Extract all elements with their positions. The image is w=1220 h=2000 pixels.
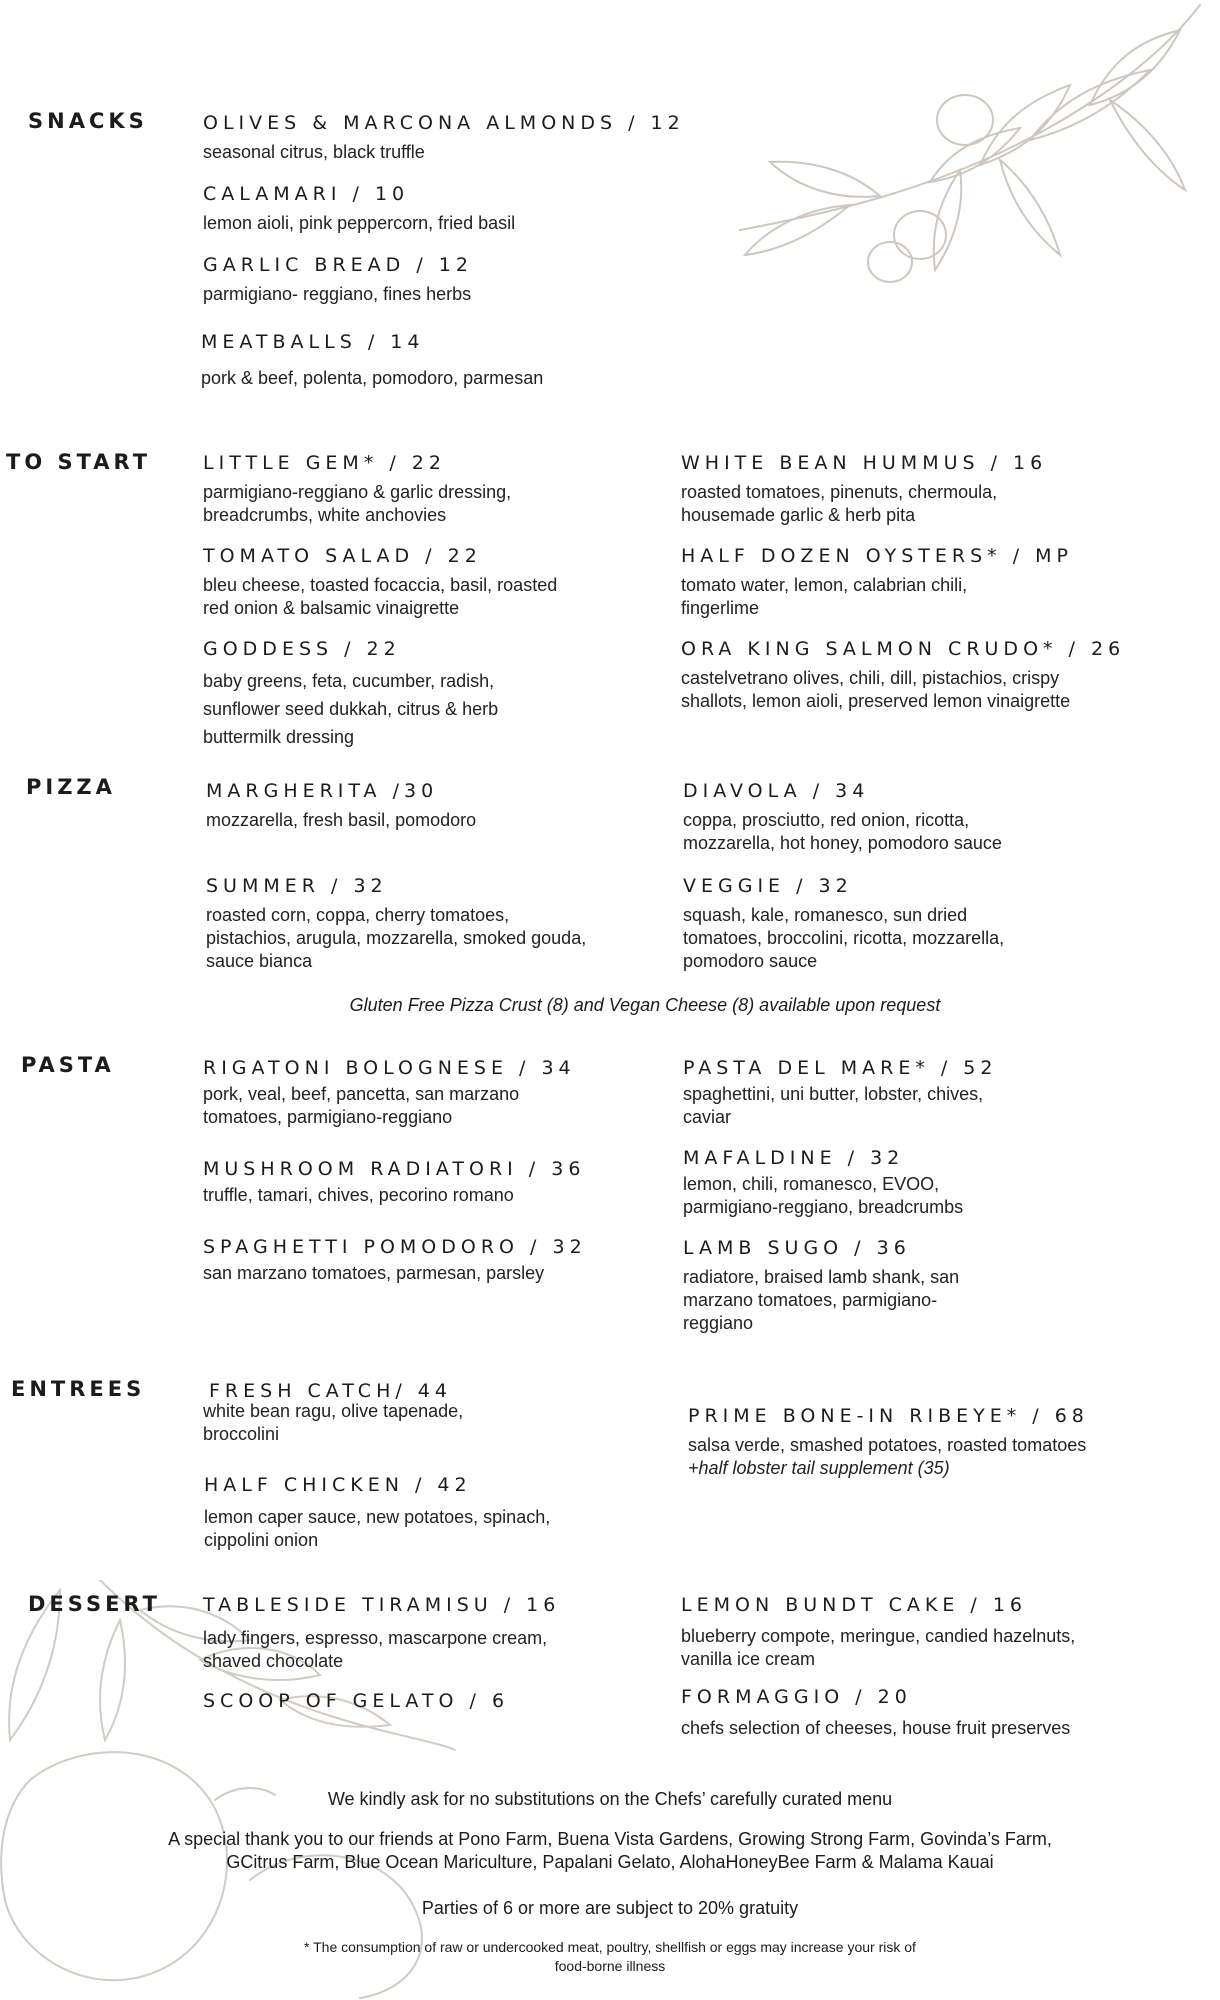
menu-item-title: DIAVOLA / 34 <box>683 780 870 802</box>
menu-item-title: MAFALDINE / 32 <box>683 1147 905 1169</box>
menu-item-desc: chefs selection of cheeses, house fruit preserves <box>681 1718 1071 1738</box>
menu-item <box>203 1156 585 1207</box>
disclaimer-note: * The consumption of raw or undercooked meat, poultry, shellfish or eggs may increase your risk of food-borne illness <box>304 1939 916 1974</box>
menu-item <box>683 1235 959 1335</box>
menu-item <box>203 1378 464 1446</box>
menu-item-title: MUSHROOM RADIATORI / 36 <box>203 1158 586 1180</box>
menu-item-desc: blueberry compote, meringue, candied hazelnuts, vanilla ice cream <box>681 1626 1076 1669</box>
menu-item-desc: bleu cheese, toasted focaccia, basil, roasted red onion & balsamic vinaigrette <box>203 575 558 618</box>
menu-item-title: LEMON BUNDT CAKE / 16 <box>681 1594 1028 1616</box>
menu-item-title: ORA KING SALMON CRUDO* / 26 <box>681 638 1126 660</box>
menu-item-desc: pork, veal, beef, pancetta, san marzano tomatoes, parmigiano-reggiano <box>203 1084 520 1127</box>
section-pasta: PASTA <box>21 1053 115 1077</box>
menu-item <box>203 450 511 527</box>
menu-item <box>683 1145 963 1219</box>
menu-item <box>681 1592 1075 1671</box>
menu-item-desc: mozzarella, fresh basil, pomodoro <box>206 810 477 830</box>
menu-item-title: MARGHERITA /30 <box>206 780 439 802</box>
menu-item <box>203 1592 560 1673</box>
menu-item-desc: seasonal citrus, black truffle <box>203 142 425 162</box>
menu-item-desc: white bean ragu, olive tapenade, broccolini <box>203 1401 464 1444</box>
menu-item <box>203 1055 576 1129</box>
menu-item-title: MEATBALLS / 14 <box>201 331 425 353</box>
menu-item-title: TOMATO SALAD / 22 <box>203 545 482 567</box>
menu-item <box>203 543 557 620</box>
section-pizza: PIZZA <box>26 775 116 799</box>
substitutions-note: We kindly ask for no substitutions on the Chefs’ carefully curated menu <box>327 1789 893 1809</box>
menu-item <box>206 873 586 973</box>
menu-item <box>203 1234 587 1285</box>
menu-item-title: PASTA DEL MARE* / 52 <box>683 1057 998 1079</box>
section-entrees: ENTREES <box>11 1377 146 1401</box>
menu-item-title: TABLESIDE TIRAMISU / 16 <box>203 1594 561 1616</box>
section-snacks: SNACKS <box>28 109 148 133</box>
menu-item-desc: pork & beef, polenta, pomodoro, parmesan <box>201 368 544 388</box>
menu-item-title: SUMMER / 32 <box>206 875 388 897</box>
menu-item-desc: salsa verde, smashed potatoes, roasted tomatoes <box>688 1435 1087 1455</box>
menu-item-title: FORMAGGIO / 20 <box>681 1686 912 1708</box>
menu-item <box>203 1688 509 1714</box>
menu-item-title: PRIME BONE-IN RIBEYE* / 68 <box>688 1405 1089 1427</box>
menu-item <box>203 181 515 235</box>
menu-item-desc: spaghettini, uni butter, lobster, chives, caviar <box>683 1084 984 1127</box>
menu-item-desc: roasted corn, coppa, cherry tomatoes, pistachios, arugula, mozzarella, smoked gouda, sauce bianca <box>206 905 587 971</box>
menu-item-title: LITTLE GEM* / 22 <box>203 452 446 474</box>
olive-branch-illustration <box>730 0 1210 320</box>
menu-item <box>681 543 1073 620</box>
menu-item-title: GODDESS / 22 <box>203 638 401 660</box>
menu-item-title: HALF DOZEN OYSTERS* / MP <box>681 545 1073 567</box>
menu-item-supplement: +half lobster tail supplement (35) <box>688 1458 950 1478</box>
menu-item-desc: squash, kale, romanesco, sun dried tomatoes, broccolini, ricotta, mozzarella, pomodoro sauce <box>683 905 1005 971</box>
menu-item <box>683 1055 997 1129</box>
gratuity-note: Parties of 6 or more are subject to 20% gratuity <box>421 1898 799 1918</box>
menu-item <box>204 1472 550 1552</box>
menu-item <box>203 636 498 751</box>
menu-item <box>688 1403 1089 1480</box>
menu-item-title: HALF CHICKEN / 42 <box>204 1474 472 1496</box>
menu-item <box>683 873 1004 973</box>
menu-item <box>681 1684 1070 1740</box>
menu-item-desc: roasted tomatoes, pinenuts, chermoula, housemade garlic & herb pita <box>681 482 998 525</box>
menu-item-desc: castelvetrano olives, chili, dill, pistachios, crispy shallots, lemon aioli, preserved lemon vinaigrette <box>681 668 1071 711</box>
menu-item-desc: parmigiano-reggiano & garlic dressing, breadcrumbs, white anchovies <box>203 482 512 525</box>
pizza-note: Gluten Free Pizza Crust (8) and Vegan Cheese (8) available upon request <box>349 995 941 1015</box>
menu-item-title: CALAMARI / 10 <box>203 183 410 205</box>
menu-item-desc: parmigiano- reggiano, fines herbs <box>203 284 472 304</box>
menu-item-title: VEGGIE / 32 <box>683 875 853 897</box>
menu-item <box>201 329 543 390</box>
section-dessert: DESSERT <box>28 1592 161 1616</box>
menu-item-desc: lady fingers, espresso, mascarpone cream, shaved chocolate <box>203 1628 548 1671</box>
menu-item-desc: radiatore, braised lamb shank, san marzano tomatoes, parmigiano- reggiano <box>683 1267 960 1333</box>
section-to-start: TO START <box>6 450 152 474</box>
menu-item <box>206 778 476 832</box>
menu-item <box>203 252 473 306</box>
menu-item-desc: san marzano tomatoes, parmesan, parsley <box>203 1263 545 1283</box>
menu-item <box>683 778 1002 855</box>
menu-item-title: FRESH CATCH/ 44 <box>209 1380 452 1402</box>
menu-item <box>681 636 1125 713</box>
menu-item-desc: baby greens, feta, cucumber, radish, sunflower seed dukkah, citrus & herb buttermilk dressing <box>203 671 499 747</box>
menu-item-title: LAMB SUGO / 36 <box>683 1237 911 1259</box>
menu-item-title: SCOOP OF GELATO / 6 <box>203 1690 510 1712</box>
menu-item-title: SPAGHETTI POMODORO / 32 <box>203 1236 587 1258</box>
menu-item-title: RIGATONI BOLOGNESE / 34 <box>203 1057 576 1079</box>
menu-item-title: WHITE BEAN HUMMUS / 16 <box>681 452 1048 474</box>
menu-item-desc: tomato water, lemon, calabrian chili, fingerlime <box>681 575 968 618</box>
menu-item-desc: lemon aioli, pink peppercorn, fried basil <box>203 213 516 233</box>
menu-item-desc: truffle, tamari, chives, pecorino romano <box>203 1185 514 1205</box>
menu-item-desc: lemon, chili, romanesco, EVOO, parmigiano-reggiano, breadcrumbs <box>683 1174 964 1217</box>
menu-item-title: GARLIC BREAD / 12 <box>203 254 473 276</box>
thanks-note: A special thank you to our friends at Pono Farm, Buena Vista Gardens, Growing Strong Farm, Govinda’s Farm, GCitrus Farm, Blue Ocean Mariculture, Papalani Gelato, AlohaHoneyBee Farm & Malama Kauai <box>168 1829 1052 1872</box>
menu-item <box>203 110 685 164</box>
menu-item-desc: lemon caper sauce, new potatoes, spinach, cippolini onion <box>204 1507 551 1550</box>
menu-item-title: OLIVES & MARCONA ALMONDS / 12 <box>203 112 685 134</box>
menu-item <box>681 450 1047 527</box>
menu-item-desc: coppa, prosciutto, red onion, ricotta, mozzarella, hot honey, pomodoro sauce <box>683 810 1002 853</box>
